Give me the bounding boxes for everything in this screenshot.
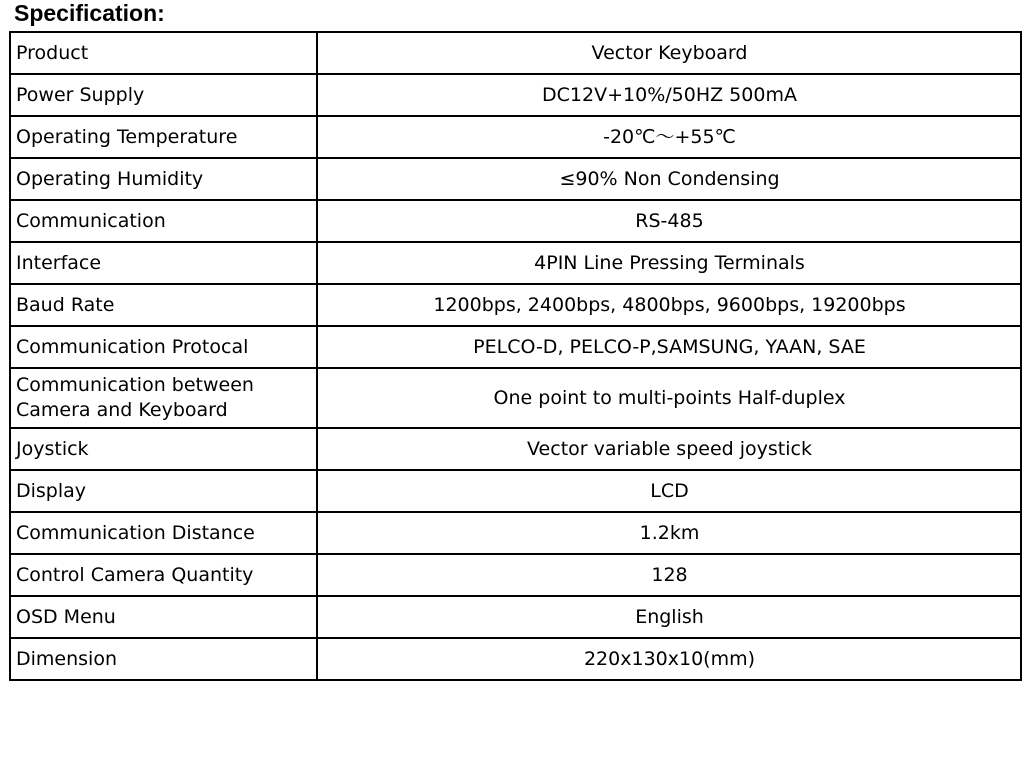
row-label: Interface [10, 242, 317, 284]
row-value: Vector variable speed joystick [317, 428, 1021, 470]
table-row [10, 596, 1021, 638]
row-value: 128 [317, 554, 1021, 596]
row-label: Communication Protocal [10, 326, 317, 368]
table-row [10, 242, 1021, 284]
table-row [10, 284, 1021, 326]
row-value: 1.2km [317, 512, 1021, 554]
table-row [10, 428, 1021, 470]
row-label: Communication [10, 200, 317, 242]
row-label: Product [10, 32, 317, 74]
row-value: 1200bps, 2400bps, 4800bps, 9600bps, 19200bps [317, 284, 1021, 326]
row-value: RS-485 [317, 200, 1021, 242]
row-label: Joystick [10, 428, 317, 470]
row-label: Baud Rate [10, 284, 317, 326]
row-label: Operating Temperature [10, 116, 317, 158]
table-row [10, 74, 1021, 116]
table-row [10, 368, 1021, 428]
row-value: 220x130x10(mm) [317, 638, 1021, 680]
row-value: One point to multi-points Half-duplex [317, 368, 1021, 428]
row-label: OSD Menu [10, 596, 317, 638]
specification-table [9, 31, 1022, 681]
row-value: English [317, 596, 1021, 638]
table-row [10, 326, 1021, 368]
row-value: ≤90% Non Condensing [317, 158, 1021, 200]
row-label: Power Supply [10, 74, 317, 116]
row-label: Dimension [10, 638, 317, 680]
row-value: PELCO-D, PELCO-P,SAMSUNG, YAAN, SAE [317, 326, 1021, 368]
row-value: DC12V+10%/50HZ 500mA [317, 74, 1021, 116]
table-row [10, 470, 1021, 512]
table-row [10, 158, 1021, 200]
table-row [10, 32, 1021, 74]
row-label: Operating Humidity [10, 158, 317, 200]
row-label: Display [10, 470, 317, 512]
table-row [10, 512, 1021, 554]
row-label-line2: Camera and Keyboard [16, 399, 228, 421]
table-row [10, 638, 1021, 680]
row-label: Communication Distance [10, 512, 317, 554]
row-value: 4PIN Line Pressing Terminals [317, 242, 1021, 284]
table-row [10, 554, 1021, 596]
row-value: LCD [317, 470, 1021, 512]
page-title: Specification: [14, 0, 165, 26]
row-label: Control Camera Quantity [10, 554, 317, 596]
row-label [10, 368, 317, 428]
table-row [10, 116, 1021, 158]
row-label-line1: Communication between [16, 374, 254, 396]
row-value: Vector Keyboard [317, 32, 1021, 74]
row-value: -20℃～+55℃ [317, 116, 1021, 158]
table-row [10, 200, 1021, 242]
